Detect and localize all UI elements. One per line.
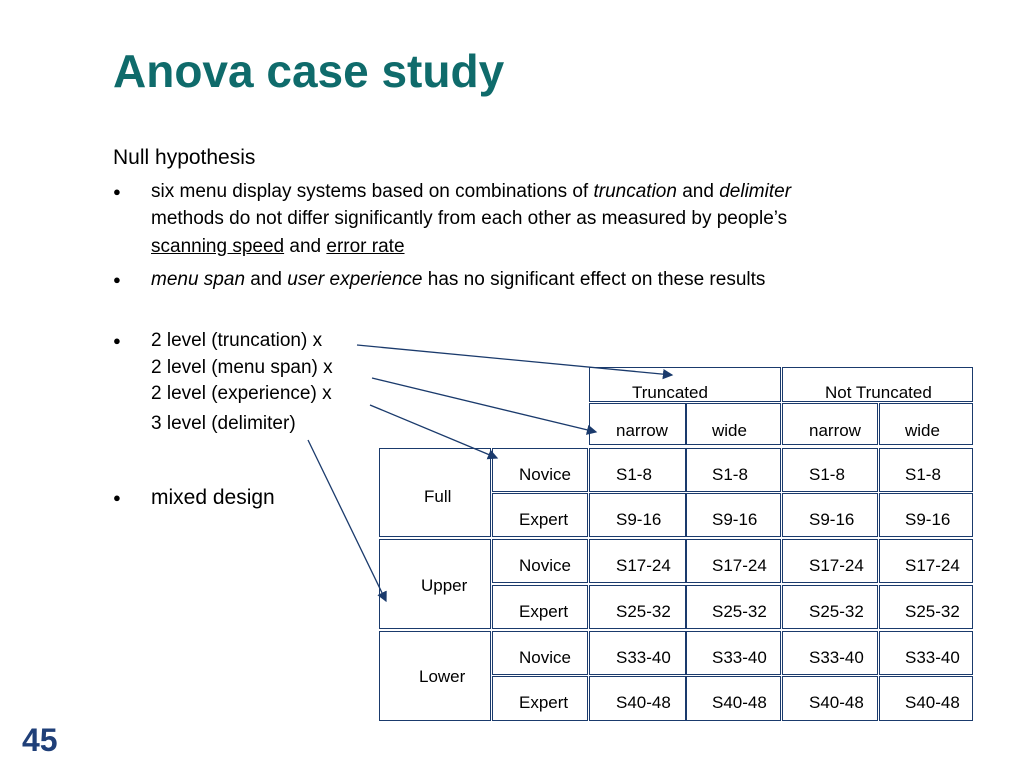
arrow-menu-span	[372, 378, 596, 432]
level-menu-span: 2 level (menu span) x	[151, 357, 333, 378]
subject-range-cell: S33-40	[712, 648, 767, 667]
subject-range-cell: S1-8	[616, 465, 652, 484]
subject-range-cell: S17-24	[712, 556, 767, 575]
span-header: narrow	[616, 421, 668, 440]
subject-range-cell: S17-24	[809, 556, 864, 575]
subject-range-cell: S25-32	[809, 602, 864, 621]
subject-range-cell: S9-16	[712, 510, 758, 529]
null-hypothesis-heading: Null hypothesis	[113, 146, 256, 169]
text-span: six menu display systems based on combinations of	[151, 181, 594, 202]
bullet-marker: ●	[113, 333, 121, 348]
arrow-experience	[370, 405, 497, 458]
delimiter-full-label: Full	[424, 487, 452, 506]
delimiter-lower-label: Lower	[419, 667, 466, 686]
subject-range-cell: S1-8	[905, 465, 941, 484]
level-truncation: 2 level (truncation) x	[151, 330, 323, 351]
mixed-design-text: mixed design	[151, 486, 275, 509]
bullet-marker: ●	[113, 272, 121, 287]
arrow-truncation	[357, 345, 672, 375]
span-header: narrow	[809, 421, 861, 440]
subject-range-cell: S9-16	[616, 510, 662, 529]
text-span: and	[245, 269, 288, 290]
subject-range-cell: S17-24	[616, 556, 671, 575]
subject-range-cell: S33-40	[616, 648, 671, 667]
text-span: and	[284, 236, 327, 257]
subject-range-cell: S40-48	[809, 693, 864, 712]
truncation-term: truncation	[593, 181, 677, 202]
level-experience: 2 level (experience) x	[151, 383, 332, 404]
subject-range-cell: S25-32	[905, 602, 960, 621]
menu-span-term: menu span	[151, 269, 246, 290]
experience-label: Novice	[519, 556, 571, 575]
experience-label: Expert	[519, 602, 569, 621]
subject-range-cell: S9-16	[905, 510, 951, 529]
delimiter-term: delimiter	[719, 181, 792, 202]
span-header: wide	[905, 421, 940, 440]
subject-range-cell: S40-48	[905, 693, 960, 712]
experience-label: Novice	[519, 648, 571, 667]
bullet-marker: ●	[113, 184, 121, 199]
subject-range-cell: S9-16	[809, 510, 855, 529]
subject-range-cell: S33-40	[905, 648, 960, 667]
bullet-marker: ●	[113, 490, 121, 505]
experience-label: Expert	[519, 693, 569, 712]
delimiter-upper-label: Upper	[421, 576, 468, 595]
slide-number: 45	[22, 722, 58, 758]
user-experience-term: user experience	[287, 269, 423, 290]
subject-range-cell: S33-40	[809, 648, 864, 667]
experience-label: Expert	[519, 510, 569, 529]
subject-range-cell: S40-48	[712, 693, 767, 712]
subject-range-cell: S17-24	[905, 556, 960, 575]
text-span: has no significant effect on these results	[422, 269, 766, 290]
subject-range-cell: S40-48	[616, 693, 671, 712]
bullet-hypothesis-line2: methods do not differ significantly from each other as measured by people’s	[151, 208, 788, 229]
truncated-header: Truncated	[632, 383, 708, 402]
scanning-speed-term: scanning speed	[151, 236, 285, 257]
subject-range-cell: S25-32	[712, 602, 767, 621]
not-truncated-header: Not Truncated	[825, 383, 932, 402]
level-delimiter: 3 level (delimiter)	[151, 413, 296, 434]
span-header: wide	[712, 421, 747, 440]
text-span: and	[676, 181, 720, 202]
experience-label: Novice	[519, 465, 571, 484]
subject-range-cell: S25-32	[616, 602, 671, 621]
subject-range-cell: S1-8	[809, 465, 845, 484]
error-rate-term: error rate	[326, 236, 405, 257]
subject-range-cell: S1-8	[712, 465, 748, 484]
arrow-delimiter	[308, 440, 386, 601]
slide-title: Anova case study	[113, 45, 505, 97]
